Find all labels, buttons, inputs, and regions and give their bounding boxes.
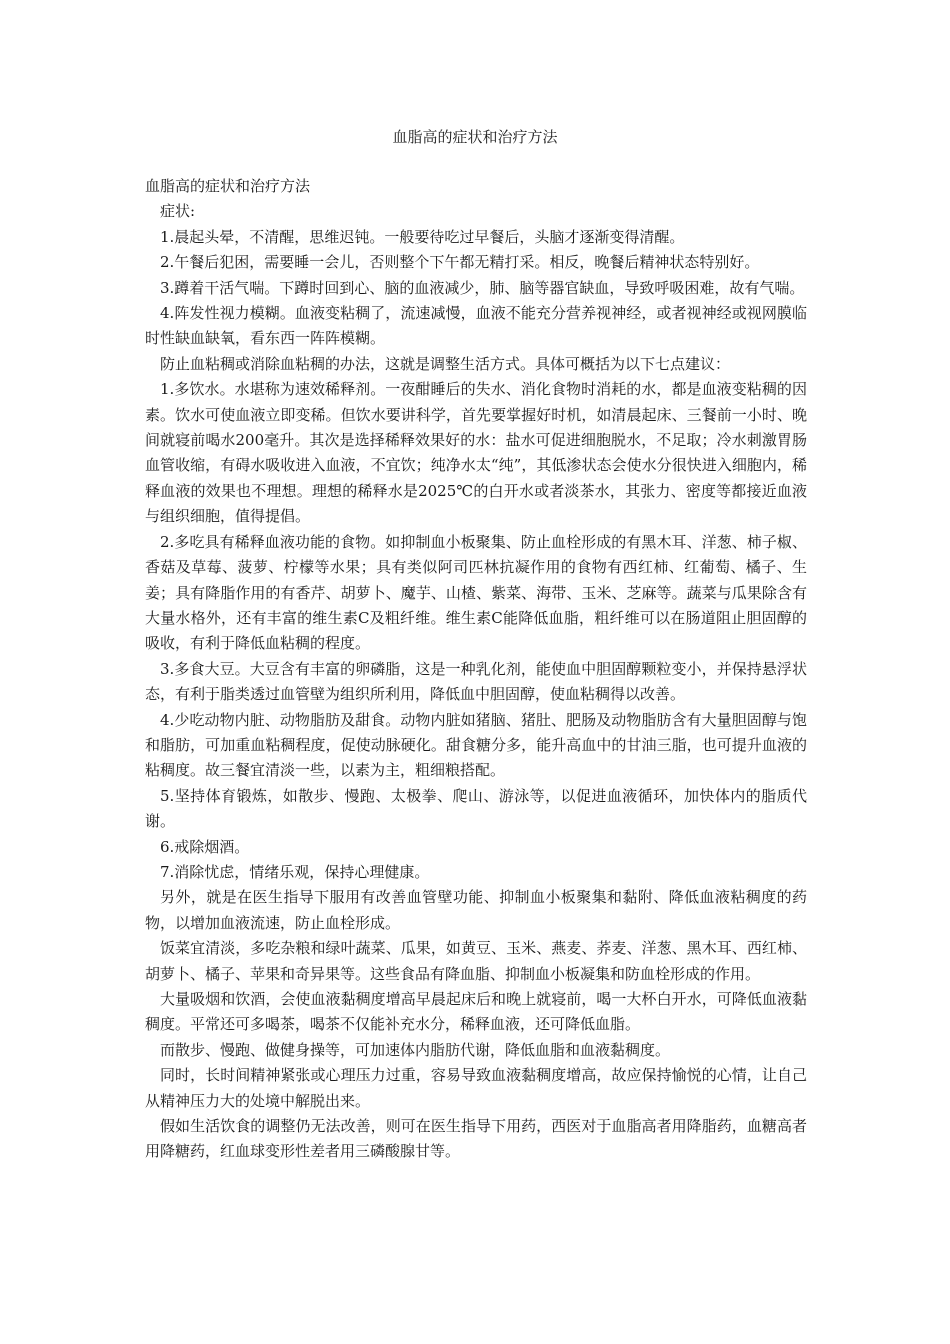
paragraph-symptoms-label: 症状: [160,202,196,221]
paragraph-advice-intro: 防止血粘稠或消除血粘稠的办法，这就是调整生活方式。具体可概括为以下七点建议： [160,354,731,373]
paragraph-symptom-2: 2.午餐后犯困，需要睡一会儿，否则整个下午都无精打采。相反，晚餐后精神状态特别好。 [160,253,760,272]
paragraph-medication: 另外，就是在医生指导下服用有改善血管壁功能、抑制血小板聚集和黏附、降低血液粘稠度的药物，以增加血液流速，防止血栓形成。 [145,888,807,932]
paragraph-advice-1: 1.多饮水。水堪称为速效稀释剂。一夜酣睡后的失水、消化食物时消耗的水，都是血液变粘稠的因素。饮水可使血液立即变稀。但饮水要讲科学，首先要掌握好时机，如清晨起床、三餐前一小时、晚间就寝前喝水200毫升。其次是选择稀释效果好的水：盐水可促进细胞脱水，不足取；冷水刺激胃肠血管收缩，有碍水吸收进入血液，不宜饮；纯净水太“纯”，其低渗状态会使水分很快进入细胞内，稀释血液的效果也不理想。理想的稀释水是2025℃的白开水或者淡茶水，其张力、密度等都接近血液与组织细胞，值得提倡。 [145,380,807,526]
document-subheading: 血脂高的症状和治疗方法 [145,177,311,195]
paragraph-smoking-drinking: 大量吸烟和饮酒，会使血液黏稠度增高早晨起床后和晚上就寝前，喝一大杯白开水，可降低血液黏稠度。平常还可多喝茶，喝茶不仅能补充水分，稀释血液，还可降低血脂。 [145,990,807,1034]
paragraph-mental-health: 同时，长时间精神紧张或心理压力过重，容易导致血液黏稠度增高，故应保持愉悦的心情，让自己从精神压力大的处境中解脱出来。 [145,1066,807,1110]
paragraph-advice-3: 3.多食大豆。大豆含有丰富的卵磷脂，这是一种乳化剂，能使血中胆固醇颗粒变小，并保持悬浮状态，有利于脂类透过血管壁为组织所利用，降低血中胆固醇，使血粘稠得以改善。 [145,659,807,704]
paragraph-diet: 饭菜宜清淡，多吃杂粮和绿叶蔬菜、瓜果，如黄豆、玉米、燕麦、荞麦、洋葱、黑木耳、西红柿、胡萝卜、橘子、苹果和奇异果等。这些食品有降血脂、抑制血小板凝集和防血栓形成的作用。 [145,939,807,983]
paragraph-exercise: 而散步、慢跑、做健身操等，可加速体内脂肪代谢，降低血脂和血液黏稠度。 [160,1040,671,1059]
paragraph-advice-7: 7.消除忧虑，情绪乐观，保持心理健康。 [160,862,430,881]
paragraph-advice-6: 6.戒除烟酒。 [160,837,250,856]
document-title: 血脂高的症状和治疗方法 [392,128,558,146]
paragraph-advice-5: 5.坚持体育锻炼，如散步、慢跑、太极拳、爬山、游泳等，以促进血液循环，加快体内的脂质代谢。 [145,786,807,831]
paragraph-symptom-1: 1.晨起头晕，不清醒，思维迟钝。一般要待吃过早餐后，头脑才逐渐变得清醒。 [160,227,685,246]
paragraph-symptom-4: 4.阵发性视力模糊。血液变粘稠了，流速减慢，血液不能充分营养视神经，或者视神经或视网膜临时性缺血缺氧，看东西一阵阵模糊。 [145,304,807,348]
paragraph-advice-2: 2.多吃具有稀释血液功能的食物。如抑制血小板聚集、防止血栓形成的有黑木耳、洋葱、柿子椒、香菇及草莓、菠萝、柠檬等水果；具有类似阿司匹林抗凝作用的食物有西红柿、红葡萄、橘子、生姜；具有降脂作用的有香芹、胡萝卜、魔芋、山楂、紫菜、海带、玉米、芝麻等。蔬菜与瓜果除含有大量水格外，还有丰富的维生素C及粗纤维。维生素C能降低血脂，粗纤维可以在肠道阻止胆固醇的吸收，有利于降低血粘稠的程度。 [145,532,807,653]
paragraph-treatment: 假如生活饮食的调整仍无法改善，则可在医生指导下用药，西医对于血脂高者用降脂药，血糖高者用降糖药，红血球变形性差者用三磷酸腺甘等。 [145,1117,807,1161]
document-body [145,174,807,1165]
paragraph-symptom-3: 3.蹲着干活气喘。下蹲时回到心、脑的血液减少，肺、脑等器官缺血，导致呼吸困难，故有气喘。 [160,278,805,297]
paragraph-advice-4: 4.少吃动物内脏、动物脂肪及甜食。动物内脏如猪脑、猪肚、肥肠及动物脂肪含有大量胆固醇与饱和脂肪，可加重血粘稠程度，促使动脉硬化。甜食糖分多，能升高血中的甘油三脂，也可提升血液的粘稠度。故三餐宜清淡一些，以素为主，粗细粮搭配。 [145,710,807,780]
